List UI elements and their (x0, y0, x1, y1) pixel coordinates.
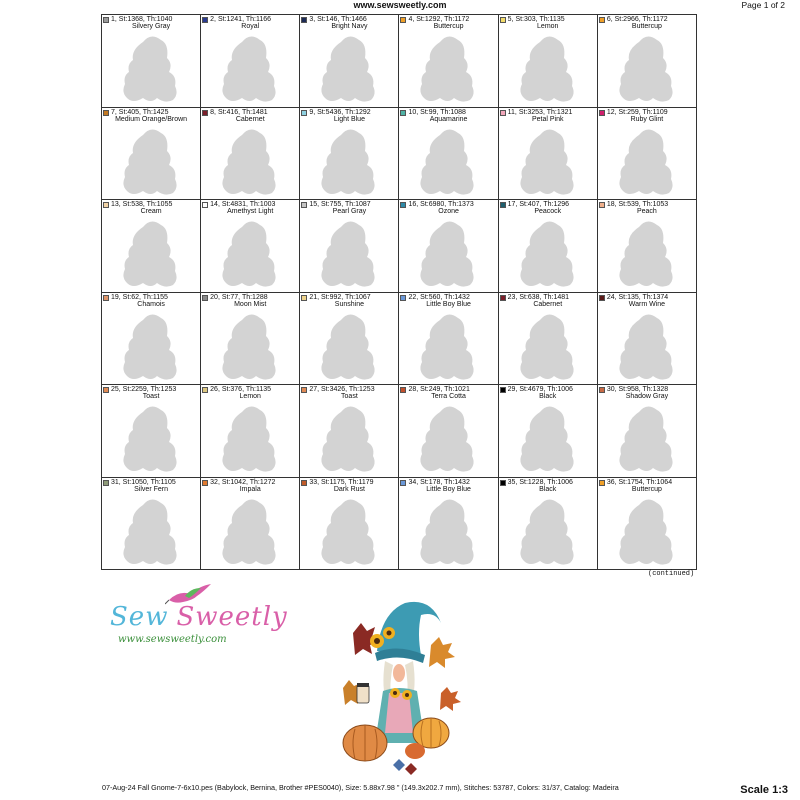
color-cell (102, 293, 201, 386)
color-cell (499, 293, 598, 386)
cell-thread-name: Buttercup (433, 23, 464, 30)
cell-header (301, 479, 397, 495)
gnome-thumbnail-icon (414, 310, 482, 382)
cell-thread-name: Ruby Glint (630, 115, 664, 123)
color-cell (598, 478, 697, 571)
cell-header (500, 16, 596, 32)
cell-stitch-info: 12, St:259, Th:1109 (606, 108, 668, 116)
color-cell (499, 385, 598, 478)
cell-thread-name: Silvery Gray (132, 23, 171, 30)
cell-thread-name: Dark Rust (333, 485, 365, 493)
site-url: www.sewsweetly.com (353, 0, 447, 10)
cell-thread-name: Shadow Gray (625, 393, 669, 400)
cell-header (301, 201, 397, 217)
gnome-thumbnail-icon (117, 217, 185, 289)
color-cell (598, 385, 697, 478)
cell-header (400, 386, 496, 402)
cell-thread-name: Toast (341, 393, 358, 400)
color-sequence-grid (101, 14, 697, 570)
cell-stitch-info: 29, St:4679, Th:1006 (507, 386, 573, 393)
cell-stitch-info: 3, St:146, Th:1466 (309, 16, 367, 23)
color-cell (102, 15, 201, 108)
gnome-design-preview (335, 593, 465, 778)
cell-stitch-info: 31, St:1050, Th:1105 (111, 478, 176, 486)
cell-stitch-info: 21, St:992, Th:1067 (309, 293, 371, 301)
cell-header (599, 109, 695, 125)
cell-stitch-info: 36, St:1754, Th:1064 (606, 478, 673, 486)
gnome-thumbnail-icon (315, 125, 383, 197)
cell-thread-name: Lemon (537, 23, 559, 30)
cell-thread-name: Pearl Gray (332, 208, 367, 215)
cell-thread-name: Impala (239, 485, 261, 493)
cell-stitch-info: 13, St:538, Th:1055 (111, 201, 173, 208)
gnome-thumbnail-icon (414, 125, 482, 197)
cell-thread-name: Aquamarine (429, 115, 468, 123)
cell-header (202, 294, 298, 310)
cell-thread-name: Black (539, 393, 557, 400)
gnome-thumbnail-icon (613, 217, 681, 289)
cell-stitch-info: 14, St:4831, Th:1003 (210, 201, 276, 208)
color-cell (598, 15, 697, 108)
color-cell (598, 293, 697, 386)
cell-header (103, 109, 199, 125)
cell-thread-name: Toast (142, 393, 160, 400)
cell-stitch-info: 24, St:135, Th:1374 (606, 293, 669, 301)
cell-stitch-info: 7, St:405, Th:1425 (111, 108, 169, 116)
site-header (0, 0, 800, 14)
cell-stitch-info: 26, St:376, Th:1135 (210, 386, 271, 393)
gnome-thumbnail-icon (315, 217, 383, 289)
continued-note: (continued) (648, 570, 695, 578)
gnome-thumbnail-icon (613, 125, 681, 197)
cell-thread-name: Petal Pink (531, 115, 564, 123)
cell-thread-name: Amethyst Light (227, 208, 274, 215)
cell-header (500, 201, 596, 217)
cell-thread-name: Lemon (239, 393, 261, 400)
cell-thread-name: Chamois (137, 300, 165, 308)
cell-header (500, 479, 596, 495)
cell-stitch-info: 15, St:755, Th:1087 (309, 201, 371, 208)
gnome-thumbnail-icon (315, 32, 383, 104)
cell-thread-name: Sunshine (334, 300, 364, 308)
cell-stitch-info: 25, St:2259, Th:1253 (111, 386, 177, 393)
cell-header (500, 109, 596, 125)
cell-thread-name: Warm Wine (628, 300, 666, 308)
cell-stitch-info: 19, St:62, Th:1155 (111, 293, 168, 301)
gnome-thumbnail-icon (117, 310, 185, 382)
logo-word-sew: Sew (110, 602, 169, 632)
color-cell (598, 200, 697, 293)
cell-header (202, 16, 298, 32)
cell-stitch-info: 23, St:638, Th:1481 (507, 293, 570, 301)
gnome-thumbnail-icon (514, 32, 582, 104)
cell-header (400, 16, 496, 32)
cell-header (599, 386, 695, 402)
cell-stitch-info: 28, St:249, Th:1021 (408, 386, 470, 393)
cell-header (400, 479, 496, 495)
color-cell (201, 108, 300, 201)
cell-stitch-info: 33, St:1175, Th:1179 (309, 478, 374, 486)
color-cell (300, 478, 399, 571)
cell-stitch-info: 34, St:178, Th:1432 (408, 478, 470, 486)
gnome-thumbnail-icon (216, 402, 284, 474)
color-cell (300, 293, 399, 386)
cell-header (500, 386, 596, 402)
logo-url: www.sewsweetly.com (118, 634, 227, 645)
cell-header (202, 386, 298, 402)
cell-thread-name: Peach (636, 208, 657, 215)
gnome-thumbnail-icon (117, 125, 185, 197)
cell-header (301, 16, 397, 32)
cell-stitch-info: 5, St:303, Th:1135 (507, 16, 565, 23)
cell-stitch-info: 30, St:958, Th:1328 (606, 386, 669, 393)
gnome-thumbnail-icon (315, 402, 383, 474)
cell-thread-name: Bright Navy (331, 23, 368, 30)
gnome-thumbnail-icon (117, 495, 185, 567)
cell-header (400, 294, 496, 310)
cell-header (599, 16, 695, 32)
cell-header (400, 109, 496, 125)
cell-header (301, 386, 397, 402)
color-cell (399, 200, 498, 293)
cell-stitch-info: 11, St:3253, Th:1321 (507, 108, 573, 116)
gnome-thumbnail-icon (216, 125, 284, 197)
color-cell (499, 108, 598, 201)
cell-thread-name: Cream (140, 208, 162, 215)
cell-header (301, 294, 397, 310)
cell-header (301, 109, 397, 125)
page-number: Page 1 of 2 (741, 0, 785, 10)
cell-thread-name: Cabernet (533, 300, 563, 308)
gnome-thumbnail-icon (414, 495, 482, 567)
cell-header (103, 294, 199, 310)
cell-thread-name: Black (539, 485, 557, 493)
color-cell (300, 385, 399, 478)
cell-thread-name: Moon Mist (234, 300, 267, 308)
cell-header (103, 479, 199, 495)
gnome-thumbnail-icon (216, 310, 284, 382)
cell-thread-name: Silver Fern (134, 485, 168, 493)
logo-wordmark (110, 602, 288, 632)
gnome-thumbnail-icon (514, 495, 582, 567)
cell-thread-name: Medium Orange/Brown (115, 115, 188, 123)
gnome-thumbnail-icon (414, 217, 482, 289)
scale-label: Scale 1:3 (740, 784, 788, 796)
color-cell (102, 385, 201, 478)
cell-stitch-info: 8, St:416, Th:1481 (210, 108, 268, 116)
color-cell (399, 385, 498, 478)
cell-stitch-info: 22, St:560, Th:1432 (408, 293, 470, 301)
color-cell (399, 293, 498, 386)
color-cell (399, 15, 498, 108)
cell-header (599, 294, 695, 310)
cell-stitch-info: 20, St:77, Th:1288 (210, 293, 268, 301)
cell-header (599, 479, 695, 495)
gnome-thumbnail-icon (613, 310, 681, 382)
cell-stitch-info: 6, St:2966, Th:1172 (606, 16, 668, 23)
cell-stitch-info: 16, St:6980, Th:1373 (408, 201, 474, 208)
cell-header (103, 16, 199, 32)
gnome-thumbnail-icon (117, 402, 185, 474)
gnome-thumbnail-icon (117, 32, 185, 104)
color-cell (102, 108, 201, 201)
color-cell (499, 200, 598, 293)
cell-thread-name: Peacock (534, 208, 562, 215)
cell-stitch-info: 10, St:99, Th:1088 (408, 108, 466, 116)
cell-header (202, 201, 298, 217)
cell-stitch-info: 4, St:1292, Th:1172 (408, 16, 470, 23)
logo-word-sweetly: Sweetly (176, 602, 288, 632)
cell-thread-name: Cabernet (235, 115, 265, 123)
cell-thread-name: Royal (241, 23, 260, 30)
cell-header (500, 294, 596, 310)
cell-header (103, 386, 199, 402)
gnome-thumbnail-icon (414, 402, 482, 474)
cell-header (202, 109, 298, 125)
color-cell (598, 108, 697, 201)
gnome-thumbnail-icon (514, 310, 582, 382)
color-cell (499, 478, 598, 571)
color-cell (201, 478, 300, 571)
cell-stitch-info: 27, St:3426, Th:1253 (309, 386, 375, 393)
gnome-thumbnail-icon (613, 495, 681, 567)
gnome-thumbnail-icon (514, 125, 582, 197)
gnome-thumbnail-icon (613, 32, 681, 104)
color-cell (399, 108, 498, 201)
cell-stitch-info: 17, St:407, Th:1296 (507, 201, 570, 208)
cell-stitch-info: 35, St:1228, Th:1006 (507, 478, 573, 486)
cell-thread-name: Light Blue (333, 115, 365, 123)
gnome-thumbnail-icon (216, 217, 284, 289)
footer-info: 07-Aug-24 Fall Gnome-7-6x10.pes (Babylock, Bernina, Brother #PES0040), Size: 5.88x7.98 " (149.3x202.7 mm), Stitches: 53787, Colors: 31/37, Catalog: Madeira (102, 783, 619, 792)
cell-header (599, 201, 695, 217)
color-cell (201, 385, 300, 478)
cell-thread-name: Buttercup (631, 23, 662, 30)
color-cell (300, 108, 399, 201)
cell-stitch-info: 9, St:5436, Th:1292 (309, 108, 371, 116)
color-cell (399, 478, 498, 571)
color-cell (300, 15, 399, 108)
gnome-thumbnail-icon (216, 32, 284, 104)
cell-thread-name: Little Boy Blue (426, 485, 471, 493)
gnome-thumbnail-icon (216, 495, 284, 567)
color-cell (102, 478, 201, 571)
cell-stitch-info: 2, St:1241, Th:1166 (210, 16, 271, 23)
cell-thread-name: Ozone (438, 208, 459, 215)
cell-thread-name: Little Boy Blue (426, 300, 471, 308)
cell-thread-name: Buttercup (631, 485, 662, 493)
gnome-thumbnail-icon (414, 32, 482, 104)
cell-header (202, 479, 298, 495)
gnome-thumbnail-icon (315, 495, 383, 567)
cell-thread-name: Terra Cotta (431, 393, 466, 400)
cell-stitch-info: 1, St:1368, Th:1040 (111, 16, 173, 23)
cell-header (400, 201, 496, 217)
gnome-thumbnail-icon (613, 402, 681, 474)
cell-stitch-info: 18, St:539, Th:1053 (606, 201, 669, 208)
gnome-thumbnail-icon (514, 217, 582, 289)
cell-stitch-info: 32, St:1042, Th:1272 (210, 478, 276, 486)
gnome-thumbnail-icon (514, 402, 582, 474)
color-cell (201, 15, 300, 108)
gnome-thumbnail-icon (315, 310, 383, 382)
color-cell (102, 200, 201, 293)
sewsweetly-logo (110, 582, 290, 657)
color-cell (201, 200, 300, 293)
color-cell (300, 200, 399, 293)
cell-header (103, 201, 199, 217)
color-cell (201, 293, 300, 386)
color-cell (499, 15, 598, 108)
